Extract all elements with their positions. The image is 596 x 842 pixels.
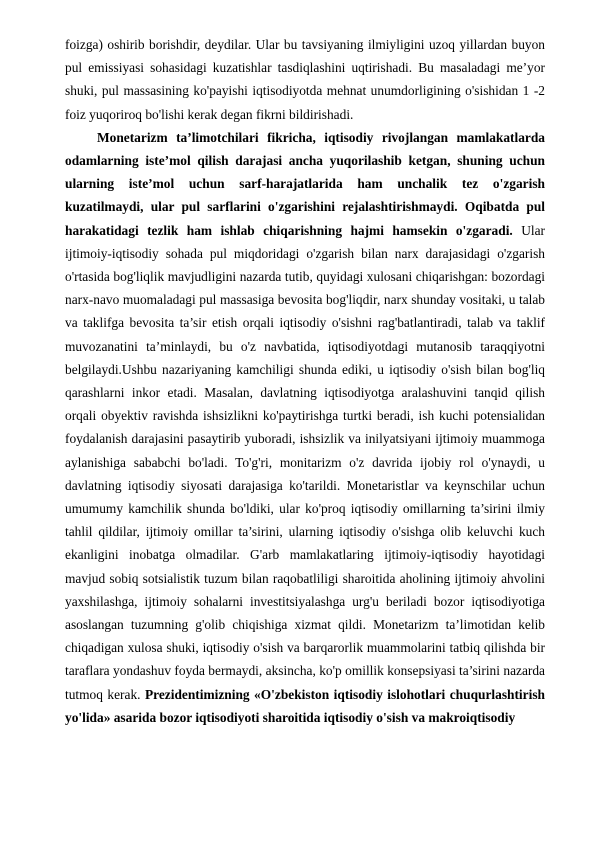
paragraph-continuation: foizga) oshirib borishdir, deydilar. Ular bu tavsiyaning ilmiyligini uzoq yillardan buyon pul emissiyasi sohasidagi kuzatishlar tasdiqlashini uqtirishadi. Bu masaladagi me’yor shuki, pul massasining ko'payishi iqtisodiyotda mehnat unumdorligining o'sishidan 1 -2 foiz yuqoriroq bo'lishi kerak degan fikrni bildirishadi. [65, 37, 545, 122]
paragraph-monetarism [65, 126, 545, 729]
body-text: Ular ijtimoiy-iqtisodiy sohada pul miqdoridagi o'zgarish bilan narx darajasidagi o'zgarish o'rtasida bog'liqlik mavjudligini nazarda tutib, quyidagi xulosani chiqarishgan: bozordagi narx-navo muomaladagi pul massasiga bevosita bog'liqdir, narx shunday vositaki, u talab va taklifga bevosita ta’sir etish orqali iqtisodiy o'sishni rag'batlantiradi, talab va taklif muvozanatini ta’minlaydi, bu o'z navbatida, iqtisodiyotdagi mutanosib taraqqiyotni belgilaydi.Ushbu nazariyaning kamchiligi shunda ediki, u iqtisodiy o'sish bilan bog'liq qarashlarni inkor etadi. Masalan, davlatning iqtisodiyotga aralashuvini tanqid qilish orqali obyektiv ravishda ishsizlikni ko'paytirishga turtki beradi, ish kuchi potensialidan foydalanish darajasini pasaytirib yuboradi, ishsizlik va inilyatsiyani ijtimoiy muammoga aylanishiga sababchi bo'ladi. To'g'ri, monitarizm o'z davrida ijobiy rol o'ynaydi, u davlatning iqtisodiy siyosati darajasiga ko'tarildi. Monetaristlar va keynschilar uchun umumumy kamchilik shunda bo'ldiki, ular ko'proq iqtisodiy omillarning ta’sirini ilmiy tahlil qildilar, ijtimoiy omillar ta’sirini, ularning iqtisodiy o'sishga olib keluvchi kuch ekanligini inobatga olmadilar. G'arb mamlakatlaring ijtimoiy-iqtisodiy hayotidagi mavjud sobiq sotsialistik tuzum bilan raqobatliligi sharoitida aholining ijtimoiy ahvolini yaxshilashga, ijtimoiy sohalarni investitsiyalashga urg'u beriladi bozor iqtisodiyotiga asoslangan tuzumning g'olib chiqishiga xizmat qildi. Monetarizm ta’limotidan kelib chiqadigan xulosa shuki, iqtisodiy o'sish va barqarorlik muammolarini tatbiq qilishda bir taraflara yondashuv foyda bermaydi, aksincha, ko'p omillik konsepsiyasi ta’sirini nazarda tutmoq kerak. [65, 222, 545, 702]
bold-lead-text: Monetarizm ta’limotchilari fikricha, iqtisodiy rivojlangan mamlakatlarda odamlarning iste’mol qilish darajasi ancha yuqorilashib ketgan, shuning uchun ularning iste’mol uchun sarf-harajatlarida ham unchalik tez o'zgarish kuzatilmaydi, ular pul sarflarini o'zgarishini rejalashtirishmaydi. Oqibatda pul harakatidagi tezlik ham ishlab chiqarishning hajmi hamsekin o'zgaradi. [65, 129, 545, 238]
bold-trailing-text: Prezidentimizning «O'zbekiston iqtisodiy islohotlari chuqurlashtirish yo'lida» asarida bozor iqtisodiyoti sharoitida iqtisodiy o'sish va makroiqtisodiy [65, 686, 545, 725]
document-page [65, 33, 545, 729]
